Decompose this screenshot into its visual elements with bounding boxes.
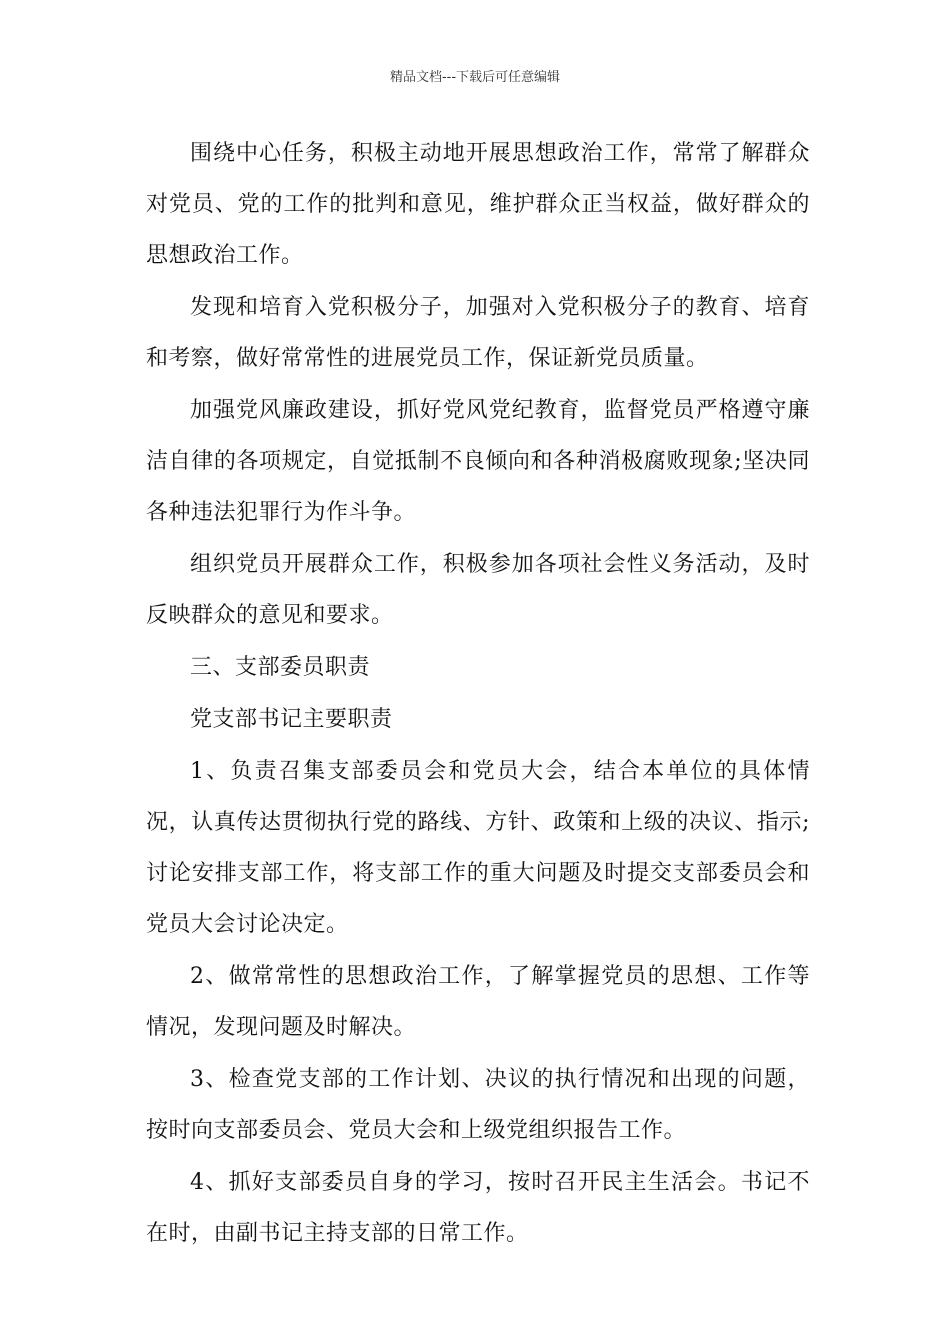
paragraph: 发现和培育入党积极分子，加强对入党积极分子的教育、培育和考察，做好常常性的进展党员工作，保证新党员质量。 [146,295,810,371]
subsection-heading: 党支部书记主要职责 [190,707,393,732]
list-item: 1、负责召集支部委员会和党员大会，结合本单位的具体情况，认真传达贯彻执行党的路线、方针、政策和上级的决议、指示;讨论安排支部工作，将支部工作的重大问题及时提交支部委员会和党员大会讨论决定。 [146,759,810,937]
paragraph: 组织党员开展群众工作，积极参加各项社会性义务活动，及时反映群众的意见和要求。 [146,552,810,628]
list-item: 2、做常常性的思想政治工作，了解掌握党员的思想、工作等情况，发现问题及时解决。 [146,964,810,1040]
list-item: 4、抓好支部委员自身的学习，按时召开民主生活会。书记不在时，由副书记主持支部的日常工作。 [146,1170,810,1246]
section-heading: 三、支部委员职责 [190,655,371,680]
document-body [146,128,810,1260]
list-item: 3、检查党支部的工作计划、决议的执行情况和出现的问题，按时向支部委员会、党员大会和上级党组织报告工作。 [146,1067,810,1143]
page-header: 精品文档---下载后可任意编辑 [389,70,561,85]
paragraph: 加强党风廉政建设，抓好党风党纪教育，监督党员严格遵守廉洁自律的各项规定，自觉抵制不良倾向和各种消极腐败现象;坚决同各种违法犯罪行为作斗争。 [146,398,810,525]
paragraph: 围绕中心任务，积极主动地开展思想政治工作，常常了解群众对党员、党的工作的批判和意见，维护群众正当权益，做好群众的思想政治工作。 [146,141,810,268]
